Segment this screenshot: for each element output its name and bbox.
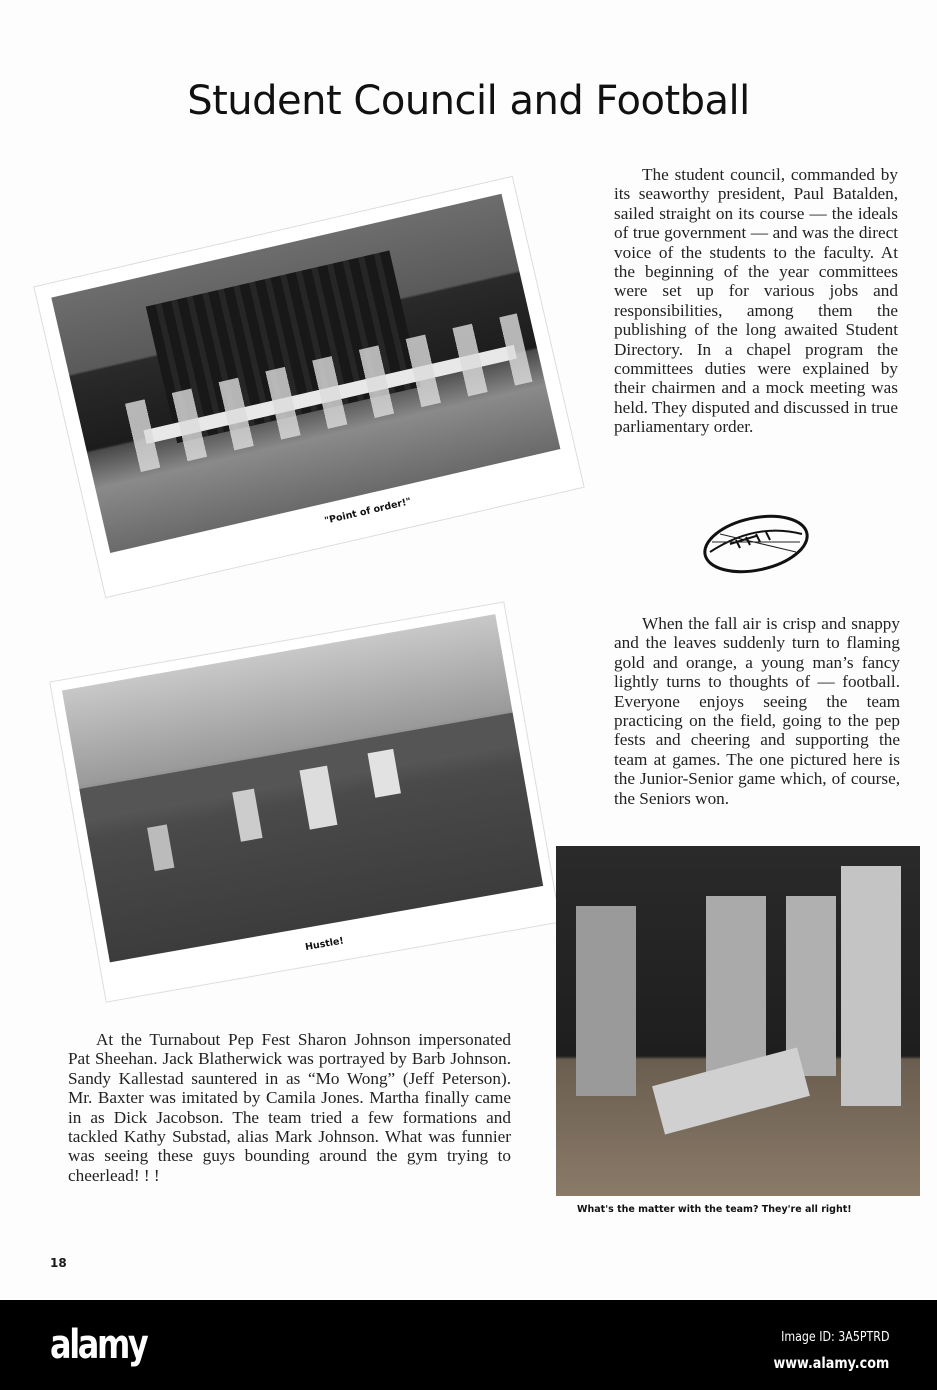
council-photo-image <box>51 194 560 553</box>
page-number: 18 <box>50 1256 67 1270</box>
football-icon <box>700 512 812 576</box>
football-text: When the fall air is crisp and snappy and the leaves suddenly turn to flaming gold and orange, a young man’s fancy lightly turns to thoughts of — football. Everyone enjoys seeing the team practicing on the field, going to the pep fests and cheering and supporting the team at games. The one pictured here is the Junior-Senior game which, of course, the Seniors won. <box>614 614 900 808</box>
pepfest-photo-caption: What's the matter with the team? They're all right! <box>577 1204 852 1215</box>
student-council-text: The student council, commanded by its seaworthy president, Paul Batalden, sailed straight on its course — the ideals of true government — and was the direct voice of the students to the faculty. At the beginning of the year committees were set up for various jobs and responsibilities, among them the publishing of the long awaited Student Directory. In a chapel program the committees duties were explained by their chairmen and a mock meeting was held. They disputed and discussed in true parliamentary order. <box>614 165 898 437</box>
watermark-footer <box>0 1300 937 1390</box>
game-photo <box>50 603 559 1002</box>
page-title: Student Council and Football <box>187 78 750 124</box>
pepfest-photo <box>556 846 920 1196</box>
pep-fest-article <box>68 1030 511 1185</box>
alamy-logo: alamy <box>50 1322 147 1368</box>
pep-fest-text: At the Turnabout Pep Fest Sharon Johnson impersonated Pat Sheehan. Jack Blatherwick was portrayed by Barb Johnson. Sandy Kallestad sauntered in as “Mo Wong” (Jeff Peterson). Mr. Baxter was imitated by Camila Jones. Martha finally came in as Dick Jacobson. The team tried a few formations and tackled Kathy Substad, alias Mark Johnson. What was funnier was seeing these guys bounding around the gym trying to cheerlead! ! ! <box>68 1030 511 1185</box>
football-article <box>614 614 900 808</box>
site-url[interactable]: www.alamy.com <box>773 1354 889 1372</box>
game-photo-image <box>62 614 543 962</box>
student-council-article <box>614 165 898 437</box>
council-photo-caption: "Point of order!" <box>323 496 413 527</box>
image-id: Image ID: 3A5PTRD <box>780 1330 889 1345</box>
game-photo-caption: Hustle! <box>304 935 345 954</box>
council-photo <box>35 177 584 597</box>
